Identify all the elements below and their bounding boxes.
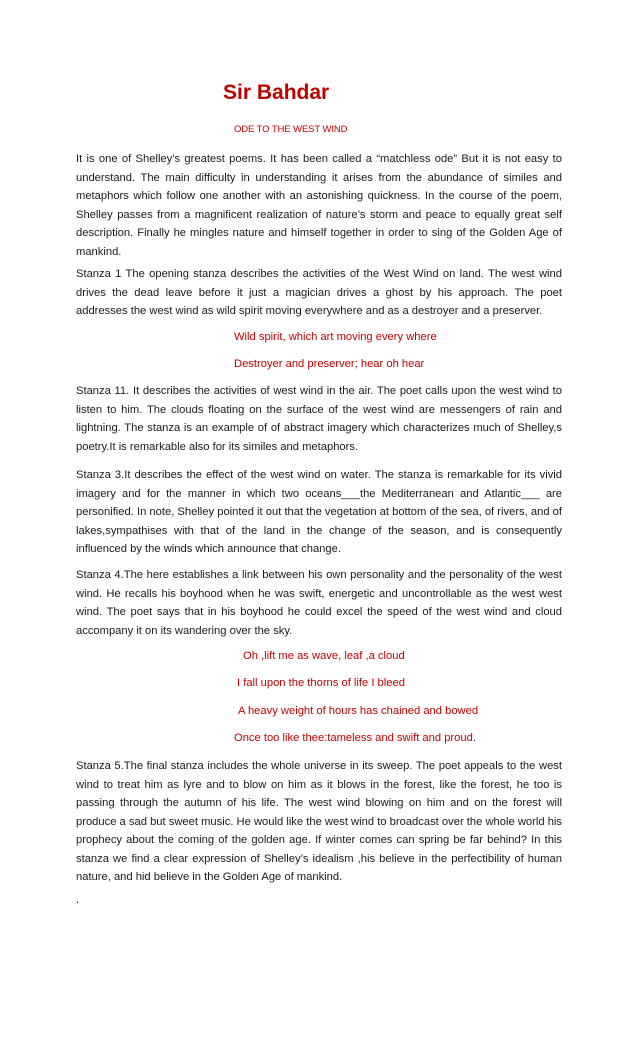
verse-line: Oh ,lift me as wave, leaf ,a cloud bbox=[243, 650, 405, 662]
verse-line: I fall upon the thorns of life I bleed bbox=[237, 677, 405, 689]
verse-line: A heavy weight of hours has chained and bowed bbox=[238, 705, 479, 717]
stanza-5-paragraph: Stanza 5.The final stanza includes the whole universe in its sweep. The poet appeals to the west wind to treat him as lyre and to blow on him as it blows in the forest, like the forest, he too is passing through the autumn of his life. The west wind blowing on him and on the forest will produce a sad but sweet music. He would like the west wind to broadcast over the whole world his prophecy about the coming of the golden age. If winter comes can spring be far behind? In this stanza we find a clear expression of Shelley’s idealism ,his believe in the perfectibility of human nature, and hid believe in the Golden Age of mankind. bbox=[76, 760, 562, 883]
stanza-3-paragraph: Stanza 3.It describes the effect of the west wind on water. The stanza is remarkable for its vivid imagery and for the manner in which two oceans___the Mediterranean and Atlantic___ are personified. In note, Shelley pointed it out that the vegetation at bottom of the sea, of rivers, and of lakes,sympathises with that of the land in the change of the season, and is consequently influenced by the winds which announce that change. bbox=[76, 469, 562, 555]
stanza-2-paragraph: Stanza 11. It describes the activities of west wind in the air. The poet calls upon the west wind to listen to him. The clouds floating on the surface of the west wind are messengers of rain and lightning. The stanza is an example of of abstract imagery which characterizes much of Shelley,s poetry.It is remarkable also for its similes and metaphors. bbox=[76, 385, 562, 453]
verse-line-final bbox=[234, 730, 476, 746]
verse-line-text: Once too like thee:tameless and swift and proud bbox=[234, 732, 473, 744]
verse-line: Wild spirit, which art moving every where bbox=[234, 331, 437, 343]
verse-line: Destroyer and preserver; hear oh hear bbox=[234, 358, 425, 370]
stanza-1-paragraph: Stanza 1 The opening stanza describes the activities of the West Wind on land. The west wind drives the dead leave before it just a magician drives a ghost by his approach. The poet addresses the west wind as wild spirit moving everywhere and as a destroyer and a preserver. bbox=[76, 268, 562, 317]
trailing-period: . bbox=[76, 894, 80, 906]
poem-title: ODE TO THE WEST WIND bbox=[234, 124, 348, 135]
stanza-4-paragraph: Stanza 4.The here establishes a link between his own personality and the personality of the west wind. He recalls his boyhood when he was swift, energetic and uncontrollable as the west west wind. The poet says that in his boyhood he could excel the speed of the west wind and cloud accompany it on its wandering over the sky. bbox=[76, 569, 562, 637]
intro-paragraph: It is one of Shelley’s greatest poems. It has been called a “matchless ode” But it is not easy to understand. The main difficulty in understanding it arises from the abundance of similes and metaphors which follow one another with an astonishing quickness. In the course of the poem, Shelley passes from a magnificent realization of nature’s storm and peace to equally great self description. Finally he mingles nature and himself together in order to sing of the Golden Age of mankind. bbox=[76, 153, 562, 258]
author-heading: Sir Bahdar bbox=[223, 81, 330, 104]
verse-period: . bbox=[472, 732, 476, 744]
